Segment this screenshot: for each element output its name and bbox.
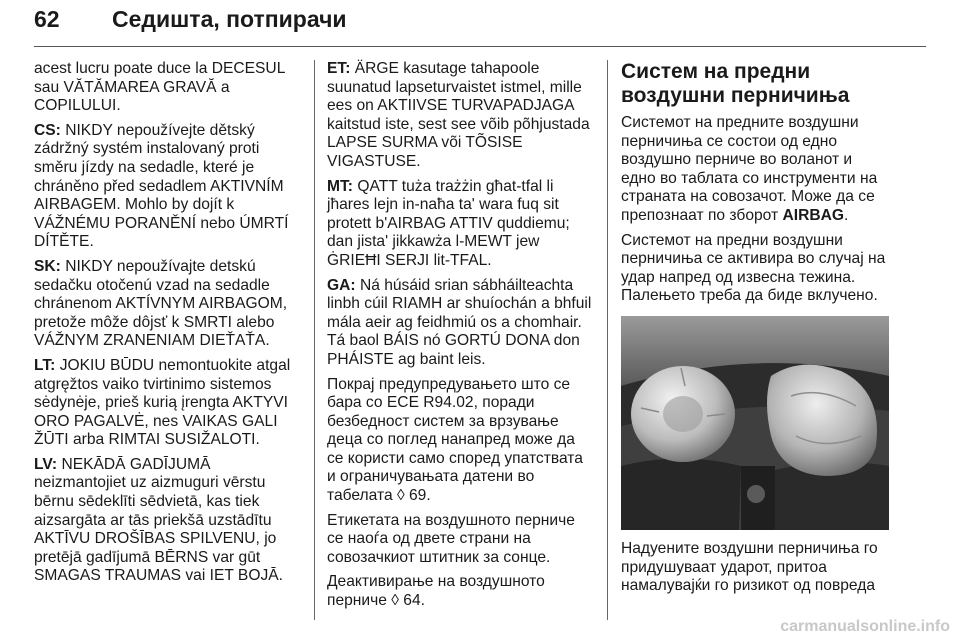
- page-number: 62: [34, 6, 60, 32]
- warning-paragraph: acest lucru poate duce la DECESUL sau VĂTĂMAREA GRAVĂ a COPILULUI.: [34, 60, 285, 115]
- language-code: MT:: [327, 177, 353, 195]
- language-code: LV:: [34, 455, 58, 473]
- language-code: LT:: [34, 356, 56, 374]
- language-code: CS:: [34, 121, 61, 139]
- warning-paragraph: MT: QATT tuża trażżin għat-tfal li jħares lejn in-naħa ta' wara fuq sit protett b'AIRBAG ATTIV quddiemu; dan jista' jikkawża l-MEWT jew ĠRIEĦI SERJI lit-TFAL.: [327, 177, 570, 269]
- column-divider: [314, 60, 315, 620]
- language-code: GA:: [327, 276, 356, 294]
- body-paragraph: Системот на предни воздушни перничиња се активира во случај на удар напред од извесна тежина. Палењето треба да биде вклучено.: [621, 231, 886, 305]
- watermark: carmanualsonline.info: [780, 618, 950, 635]
- warning-paragraph: LV: NEKĀDĀ GADĪJUMĀ neizmantojiet uz aizmuguri vērstu bērnu sēdeklīti sēdvietā, kas tiek aizsargāta ar tās priekšā uzstādītu AKTĪVU DROŠĪBAS SPILVENU, jo pretējā gadījumā BĒRNS var gūt SMAGAS TRAUMAS vai IET BOJĀ.: [34, 455, 283, 585]
- column-middle: [327, 60, 595, 617]
- column-left: [34, 60, 302, 592]
- section-title: Седишта, потпирачи: [112, 6, 347, 32]
- column-divider: [607, 60, 608, 620]
- warning-paragraph: CS: NIKDY nepoužívejte dětský zádržný systém instalovaný proti směru jízdy na sedadle, které je chráněno před sedadlem AKTIVNÍM AIRBAGEM. Mohlo by dojít k VÁŽNÉMU PORANĚNÍ nebo ÚMRTÍ DÍTĚTE.: [34, 121, 289, 251]
- body-paragraph: Покрај предупредувањето што се бара со ECE R94.02, поради безбедност систем за врзување деца со поглед нанапред може да се користи само според упатствата и ограничувањата датени во табелата ◊ 69.: [327, 375, 583, 505]
- body-paragraph: Системот на предните воздушни перничиња се состои од едно воздушно перниче во воланот и едно во таблата со инструменти на страната на совозачот. Може да се препознаат по зборот AIRBAG.: [621, 114, 878, 224]
- language-code: SK:: [34, 257, 61, 275]
- subsection-heading: Систем на предни воздушни перничиња: [621, 60, 850, 107]
- airbag-figure: [621, 316, 889, 530]
- page-header: [34, 6, 926, 47]
- column-right: [621, 60, 891, 602]
- body-paragraph: Етикетата на воздушното перниче се наоѓа од двете страни на совозачкиот штитник за сонце.: [327, 511, 575, 566]
- warning-paragraph: GA: Ná húsáid srian sábháilteachta linbh cúil RIAMH ar shuíochán a bhfuil mála aeir ag feidhmiú os a chomhair. Tá baol BÁIS nó GORTÚ DONA don PHÁISTE ag baint leis.: [327, 276, 592, 368]
- language-code: ET:: [327, 60, 351, 77]
- inflated-airbags-illustration: [621, 316, 889, 530]
- airbag-keyword: AIRBAG: [782, 206, 844, 224]
- warning-paragraph: SK: NIKDY nepoužívajte detskú sedačku otočenú vzad na sedadle chránenom AKTÍVNYM AIRBAGOM, pretože môže dôjsť k SMRTI alebo VÁŽNYM ZRANENIAM DIEŤAŤA.: [34, 257, 288, 350]
- warning-paragraph: ET: ÄRGE kasutage tahapoole suunatud lapseturvaistet istmel, mille ees on AKTIIVSE TURVAPADJAGA kaitstud iste, sest see võib põhjustada LAPSE SURMA või TÕSISE VIGASTUSE.: [327, 60, 590, 170]
- figure-caption: Надуените воздушни перничиња го придушуваат ударот, притоа намалувајќи го ризикот од повреда: [621, 539, 878, 595]
- body-paragraph: Деактивирање на воздушното перниче ◊ 64.: [327, 573, 545, 610]
- warning-paragraph: LT: JOKIU BŪDU nemontuokite atgal atgręžtos vaiko tvirtinimo sistemos sėdynėje, prieš kurią įrengta AKTYVI ORO PAGALVĖ, nes VAIKAS GALI ŽŪTI arba RIMTAI SUSIŽALOTI.: [34, 356, 291, 449]
